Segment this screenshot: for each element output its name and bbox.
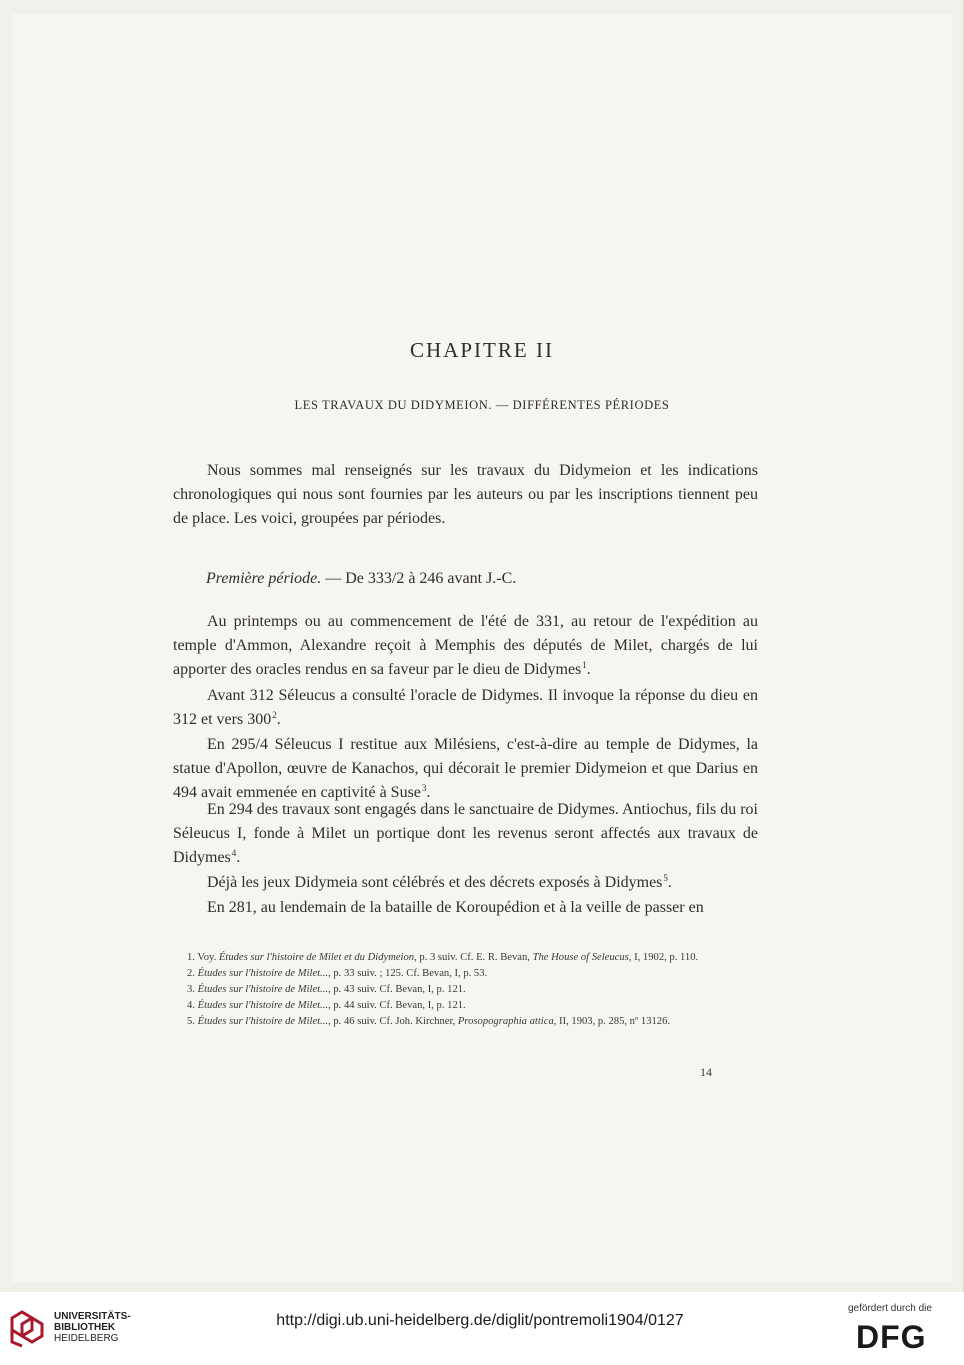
footnote-ref[interactable]: 5 <box>663 873 668 883</box>
footnote-number: 4. <box>187 1000 195 1011</box>
footnote-number: 5. <box>187 1016 195 1027</box>
footnote-number: 1. <box>187 952 195 963</box>
permalink-url[interactable]: http://digi.ub.uni-heidelberg.de/diglit/pontremoli1904/0127 <box>276 1312 684 1329</box>
paragraph-4 <box>173 798 758 870</box>
footnote-text: , p. 3 suiv. Cf. E. R. Bevan, <box>414 952 533 963</box>
footnote-title: The House of Seleucus <box>532 952 629 963</box>
punct: . <box>586 661 591 678</box>
dfg-logo[interactable]: DFG <box>856 1319 927 1355</box>
paragraph-5 <box>173 871 758 895</box>
paragraph-1 <box>173 610 758 682</box>
footnote-4 <box>173 998 758 1014</box>
paragraph-text: En 294 des travaux sont engagés dans le sanctuaire de Didymes. Antiochus, fils du roi Séleucus I, fonde à Milet un portique dont les revenus seront affectés aux travaux de Didymes <box>173 801 758 866</box>
footnote-ref[interactable]: 3 <box>421 783 427 793</box>
paragraph-text: Avant 312 Séleucus a consulté l'oracle de Didymes. Il invoque la réponse du dieu en 312 et vers 300 <box>173 687 758 728</box>
footnote-text: , p. 33 suiv. ; 125. Cf. Bevan, I, p. 53. <box>328 968 488 979</box>
punct: . <box>667 874 672 891</box>
footnote-title: Études sur l'histoire de Milet... <box>197 1000 329 1011</box>
library-name[interactable] <box>54 1311 131 1344</box>
footnote-text: , p. 44 suiv. Cf. Bevan, I, p. 121. <box>328 1000 466 1011</box>
punct: . <box>276 711 281 728</box>
footnote-3 <box>173 982 758 998</box>
period-label: Première période. <box>206 570 322 587</box>
footnote-5 <box>173 1014 758 1030</box>
library-logo-icon[interactable] <box>8 1308 48 1348</box>
footnote-title: Prosopographia attica <box>457 1016 554 1027</box>
footnote-title: Études sur l'histoire de Milet... <box>197 968 329 979</box>
period-heading <box>206 567 516 591</box>
footnote-number: 3. <box>187 984 195 995</box>
chapter-title: CHAPITRE II <box>410 338 554 362</box>
footnote-title: Études sur l'histoire de Milet et du Didymeion <box>218 952 415 963</box>
footnote-text: , p. 43 suiv. Cf. Bevan, I, p. 121. <box>328 984 466 995</box>
punct: . <box>426 784 431 801</box>
viewer-footer <box>0 1292 964 1365</box>
page-number: 14 <box>700 1065 712 1079</box>
intro-paragraph <box>173 459 758 531</box>
footnote-text: Voy. <box>194 952 219 963</box>
punct: . <box>236 849 241 866</box>
library-name-line3: HEIDELBERG <box>54 1333 119 1344</box>
library-name-line1: UNIVERSITÄTS- <box>54 1311 131 1322</box>
paragraph-2 <box>173 684 758 732</box>
footnote-number: 2. <box>187 968 195 979</box>
footnote-text: , II, 1903, p. 285, nº 13126. <box>553 1016 671 1027</box>
footnote-title: Études sur l'histoire de Milet... <box>197 1016 329 1027</box>
paragraph-text: En 295/4 Séleucus I restitue aux Milésiens, c'est-à-dire au temple de Didymes, la statue d'Apollon, œuvre de Kanachos, qui décorait le premier Didymeion et que Darius en 494 avait emmenée en captivité à Suse <box>173 736 758 801</box>
chapter-subtitle: LES TRAVAUX DU DIDYMEION. — DIFFÉRENTES PÉRIODES <box>294 398 670 412</box>
paragraph-text: Déjà les jeux Didymeia sont célébrés et des décrets exposés à Didymes <box>207 874 663 891</box>
footnote-text: , I, 1902, p. 110. <box>628 952 699 963</box>
footnote-2 <box>173 966 758 982</box>
footnote-text: , p. 46 suiv. Cf. Joh. Kirchner, <box>328 1016 458 1027</box>
footnote-1 <box>173 950 758 966</box>
library-name-line2: BIBLIOTHEK <box>54 1322 116 1333</box>
period-range: — De 333/2 à 246 avant J.-C. <box>321 570 517 587</box>
footnote-ref[interactable]: 2 <box>272 710 277 720</box>
footnote-title: Études sur l'histoire de Milet... <box>197 984 329 995</box>
paragraph-text: En 281, au lendemain de la bataille de Koroupédion et à la veille de passer en <box>207 899 704 916</box>
paragraph-text: Au printemps ou au commencement de l'été de 331, au retour de l'expédition au temple d'Ammon, Alexandre reçoit à Memphis des députés de Milet, chargés de lui apporter des oracles rendus en sa faveur par le dieu de Didymes <box>173 613 758 678</box>
footnotes <box>173 950 758 1030</box>
intro-text: Nous sommes mal renseignés sur les travaux du Didymeion et les indications chronologiques qui nous sont fournies par les auteurs ou par les inscriptions tiennent peu de place. Les voici, groupées par périodes. <box>173 462 758 527</box>
paragraph-3 <box>173 733 758 805</box>
dfg-caption: gefördert durch die <box>848 1303 932 1314</box>
footnote-ref[interactable]: 4 <box>231 848 237 858</box>
footnote-ref[interactable]: 1 <box>582 660 587 670</box>
paragraph-6 <box>173 896 758 920</box>
